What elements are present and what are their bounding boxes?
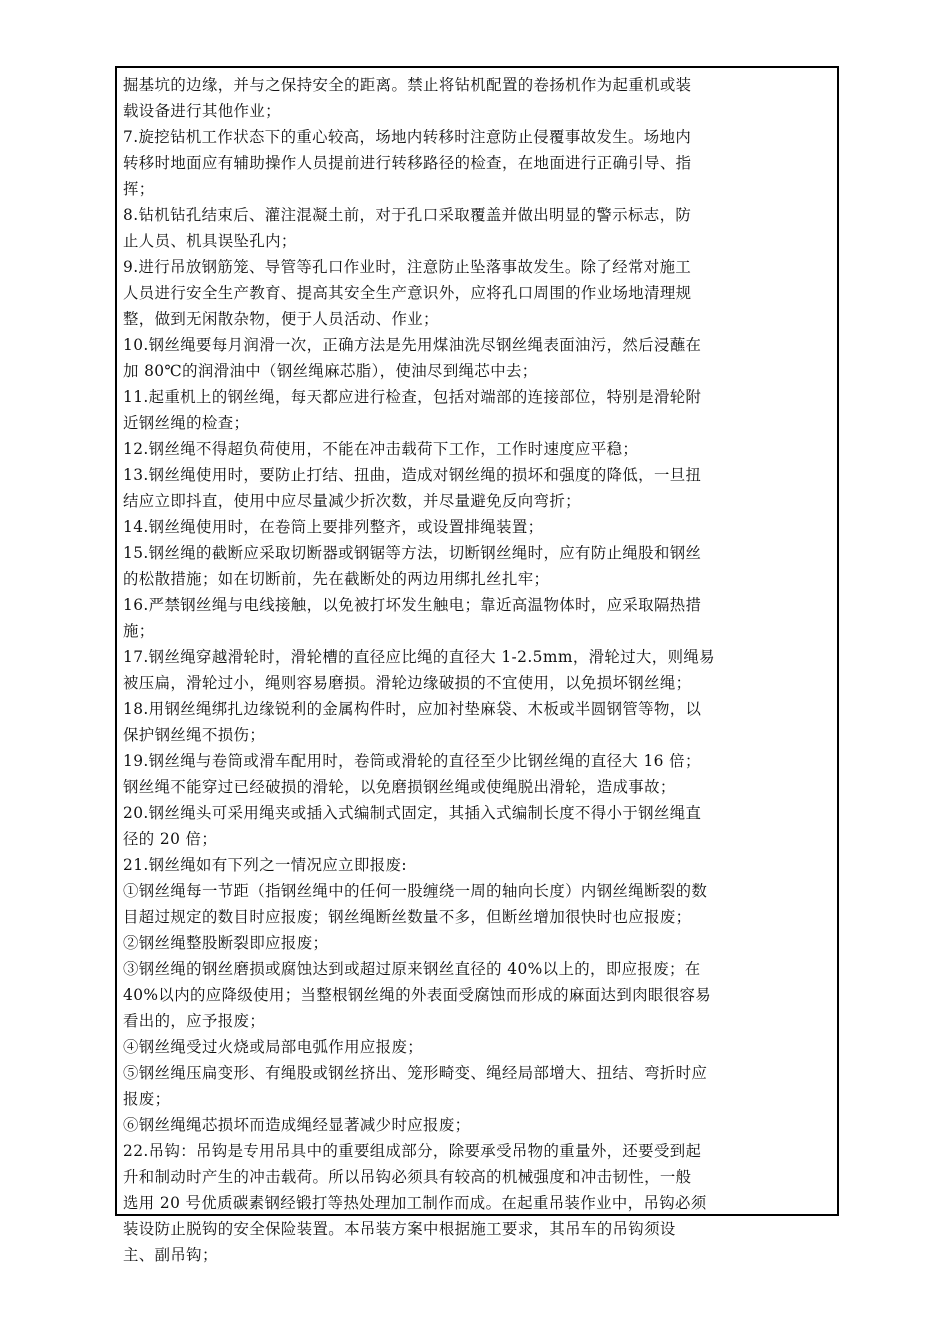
text-line: 10.钢丝绳要每月润滑一次，正确方法是先用煤油洗尽钢丝绳表面油污，然后浸蘸在 — [123, 336, 702, 354]
text-line: 11.起重机上的钢丝绳，每天都应进行检查，包括对端部的连接部位，特别是滑轮附 — [123, 388, 702, 406]
document-body — [123, 72, 833, 1268]
text-line: 15.钢丝绳的截断应采取切断器或钢锯等方法，切断钢丝绳时，应有防止绳股和钢丝 — [123, 544, 702, 562]
text-line: 17.钢丝绳穿越滑轮时，滑轮槽的直径应比绳的直径大 1-2.5mm，滑轮过大，则绳易 — [123, 648, 715, 666]
text-line: ⑤钢丝绳压扁变形、有绳股或钢丝挤出、笼形畸变、绳经局部增大、扭结、弯折时应 — [123, 1064, 708, 1082]
text-line: 径的 20 倍； — [123, 830, 218, 848]
text-line: 选用 20 号优质碳素钢经锻打等热处理加工制作而成。在起重吊装作业中，吊钩必须 — [123, 1194, 707, 1212]
text-line: 整，做到无闲散杂物，便于人员活动、作业； — [123, 310, 439, 328]
text-line: 止人员、机具误坠孔内； — [123, 232, 297, 250]
text-line: 7.旋挖钻机工作状态下的重心较高，场地内转移时注意防止侵覆事故发生。场地内 — [123, 128, 692, 146]
text-line: 12.钢丝绳不得超负荷使用，不能在冲击载荷下工作，工作时速度应平稳； — [123, 440, 639, 458]
text-line: ⑥钢丝绳绳芯损坏而造成绳经显著减少时应报废； — [123, 1116, 471, 1134]
text-line: 目超过规定的数目时应报废；钢丝绳断丝数量不多，但断丝增加很快时也应报废； — [123, 908, 692, 926]
text-line: 14.钢丝绳使用时，在卷筒上要排列整齐，或设置排绳装置； — [123, 518, 544, 536]
text-line: 16.严禁钢丝绳与电线接触，以免被打坏发生触电；靠近高温物体时，应采取隔热措 — [123, 596, 702, 614]
text-line: 看出的，应予报废； — [123, 1012, 266, 1030]
text-line: 20.钢丝绳头可采用绳夹或插入式编制式固定，其插入式编制长度不得小于钢丝绳直 — [123, 804, 702, 822]
text-line: 8.钻机钻孔结束后、灌注混凝土前，对于孔口采取覆盖并做出明显的警示标志，防 — [123, 206, 692, 224]
text-line: 报废； — [123, 1090, 171, 1108]
text-line: 18.用钢丝绳绑扎边缘锐利的金属构件时，应加衬垫麻袋、木板或半圆钢管等物，以 — [123, 700, 702, 718]
text-line: 的松散措施；如在切断前，先在截断处的两边用绑扎丝扎牢； — [123, 570, 550, 588]
text-line: 近钢丝绳的检查； — [123, 414, 250, 432]
text-line: 被压扁，滑轮过小，绳则容易磨损。滑轮边缘破损的不宜使用，以免损坏钢丝绳； — [123, 674, 692, 692]
document-frame — [115, 66, 839, 1264]
text-line: ④钢丝绳受过火烧或局部电弧作用应报废； — [123, 1038, 424, 1056]
text-line: 9.进行吊放钢筋笼、导管等孔口作业时，注意防止坠落事故发生。除了经常对施工 — [123, 258, 692, 276]
text-line: 钢丝绳不能穿过已经破损的滑轮，以免磨损钢丝绳或使绳脱出滑轮，造成事故； — [123, 778, 676, 796]
text-line: ③钢丝绳的钢丝磨损或腐蚀达到或超过原来钢丝直径的 40%以上的，即应报废；在 — [123, 960, 701, 978]
text-line: 升和制动时产生的冲击载荷。所以吊钩必须具有较高的机械强度和冲击韧性，一般 — [123, 1168, 692, 1186]
text-line: 加 80℃的润滑油中（钢丝绳麻芯脂），使油尽到绳芯中去； — [123, 362, 538, 380]
text-line: 载设备进行其他作业； — [123, 102, 281, 120]
text-line: 主、副吊钩； — [123, 1246, 218, 1264]
text-line: 装设防止脱钩的安全保险装置。本吊装方案中根据施工要求，其吊车的吊钩须设 — [123, 1220, 676, 1238]
text-line: 保护钢丝绳不损伤； — [123, 726, 266, 744]
text-line: 挥； — [123, 180, 155, 198]
text-line: 19.钢丝绳与卷筒或滑车配用时，卷筒或滑轮的直径至少比钢丝绳的直径大 16 倍； — [123, 752, 701, 770]
text-line: 转移时地面应有辅助操作人员提前进行转移路径的检查，在地面进行正确引导、指 — [123, 154, 692, 172]
text-line: ②钢丝绳整股断裂即应报废； — [123, 934, 329, 952]
text-line: 22.吊钩：吊钩是专用吊具中的重要组成部分，除要承受吊物的重量外，还要受到起 — [123, 1142, 702, 1160]
text-line: 结应立即抖直，使用中应尽量减少折次数，并尽量避免反向弯折； — [123, 492, 581, 510]
text-line: 掘基坑的边缘，并与之保持安全的距离。禁止将钻机配置的卷扬机作为起重机或装 — [123, 76, 692, 94]
text-line: 40%以内的应降级使用；当整根钢丝绳的外表面受腐蚀而形成的麻面达到肉眼很容易 — [123, 986, 712, 1004]
text-line: ①钢丝绳每一节距（指钢丝绳中的任何一股缠绕一周的轴向长度）内钢丝绳断裂的数 — [123, 882, 708, 900]
text-line: 21.钢丝绳如有下列之一情况应立即报废: — [123, 856, 407, 874]
text-line: 人员进行安全生产教育、提高其安全生产意识外，应将孔口周围的作业场地清理规 — [123, 284, 692, 302]
text-line: 施； — [123, 622, 155, 640]
text-line: 13.钢丝绳使用时，要防止打结、扭曲，造成对钢丝绳的损坏和强度的降低，一旦扭 — [123, 466, 702, 484]
